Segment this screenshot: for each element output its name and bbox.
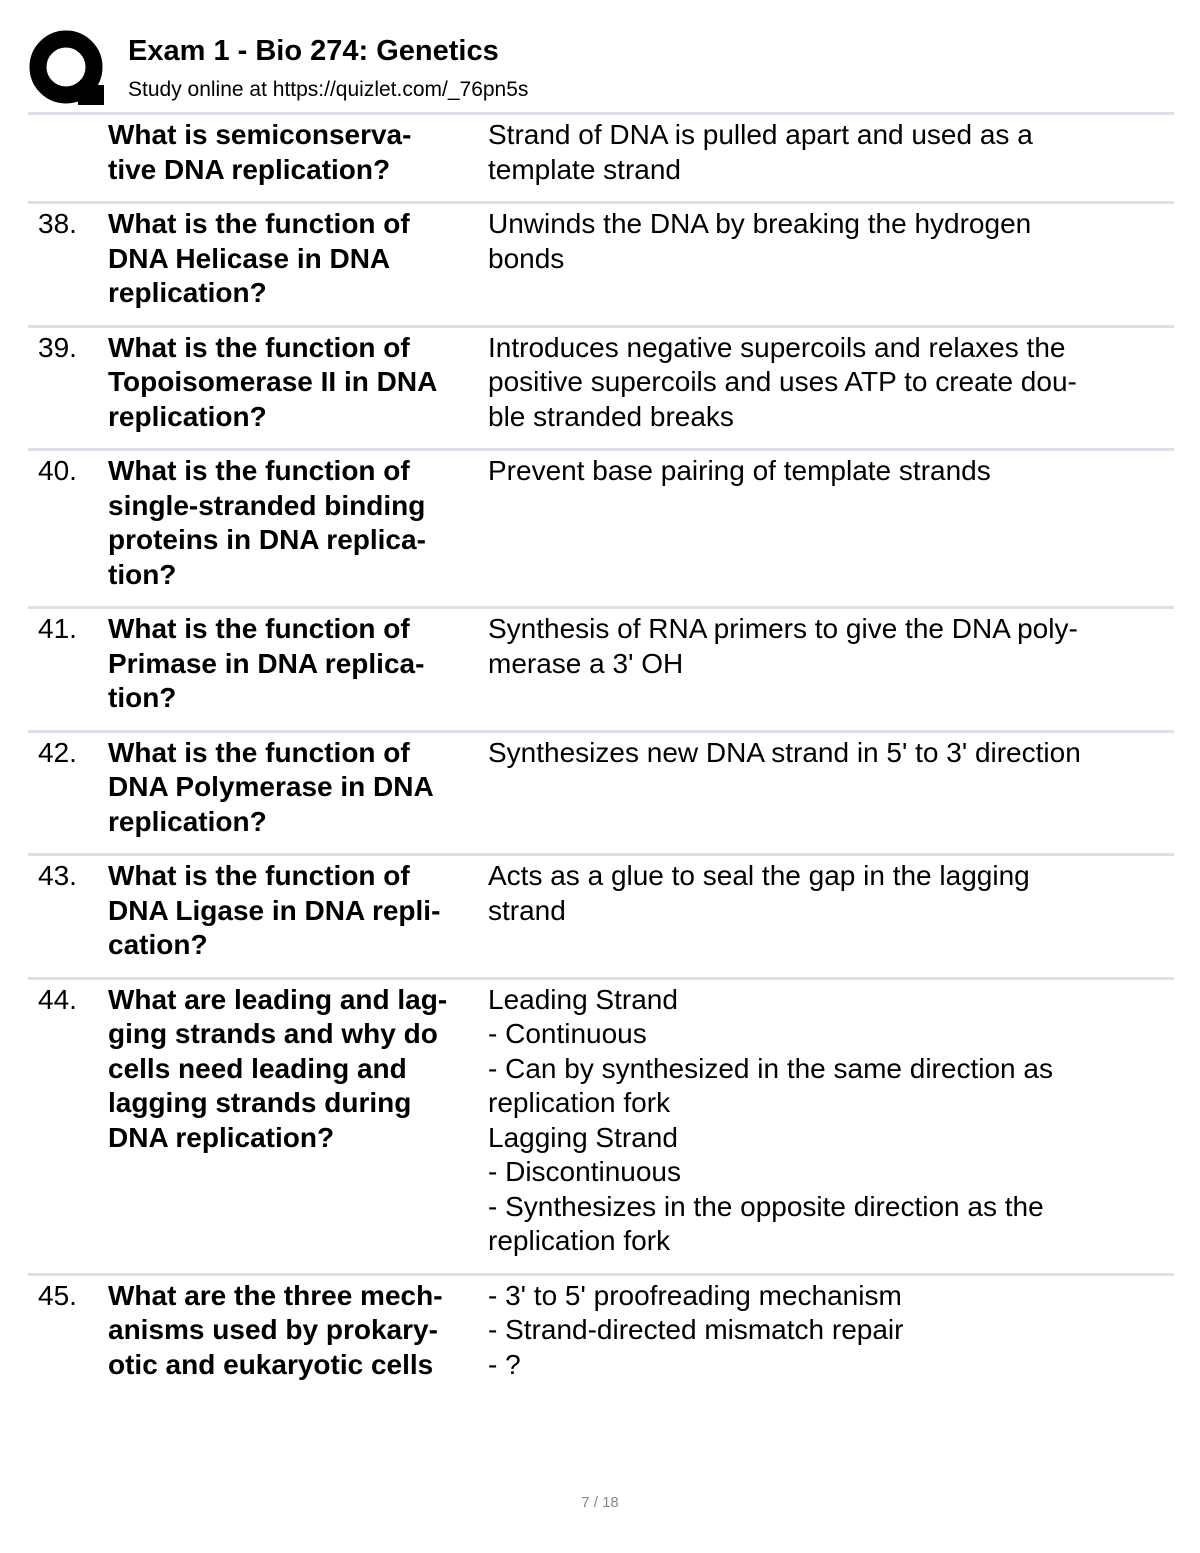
- definition-line: - Strand-directed mismatch repair: [488, 1314, 904, 1345]
- term-line: DNA Helicase in DNA: [108, 242, 391, 274]
- card-definition: [488, 736, 1174, 840]
- term-line: ging strands and why do: [108, 1018, 438, 1049]
- definition-line: Introduces negative supercoils and relaxes the: [488, 331, 1066, 363]
- card-number: [28, 118, 108, 187]
- term-line: replication?: [108, 805, 267, 837]
- term-line: tion?: [108, 558, 177, 590]
- card-definition: [488, 331, 1174, 435]
- card-definition: [488, 207, 1174, 311]
- term-line: DNA replication?: [108, 1121, 335, 1153]
- flashcard-row: [28, 325, 1174, 449]
- definition-line: - ?: [488, 1348, 521, 1380]
- definition-line: bonds: [488, 242, 565, 274]
- term-line: lagging strands during: [108, 1087, 412, 1118]
- card-number: 43.: [38, 860, 77, 891]
- card-number: 38.: [38, 208, 77, 239]
- card-definition: [488, 612, 1174, 716]
- term-line: cells need leading and: [108, 1052, 407, 1084]
- card-definition: [488, 983, 1174, 1259]
- flashcard-row: [28, 112, 1174, 201]
- definition-line: replication fork: [488, 1087, 671, 1118]
- flashcard-row: [28, 853, 1174, 977]
- term-line: tion?: [108, 682, 177, 713]
- definition-line: - Discontinuous: [488, 1156, 681, 1187]
- term-line: replication?: [108, 277, 267, 308]
- definition-line: - Continuous: [488, 1018, 647, 1049]
- term-line: proteins in DNA replica-: [108, 524, 426, 555]
- term-line: What are the three mech-: [108, 1279, 443, 1311]
- page-header: [28, 26, 1178, 110]
- flashcard-list: [28, 112, 1174, 1396]
- definition-line: positive supercoils and uses ATP to create dou-: [488, 366, 1077, 397]
- card-definition: [488, 454, 1174, 592]
- term-line: tive DNA replication?: [108, 153, 391, 185]
- term-line: replication?: [108, 400, 267, 432]
- term-line: anisms used by prokary-: [108, 1314, 438, 1345]
- flashcard-row: [28, 201, 1174, 325]
- card-definition: [488, 118, 1174, 187]
- definition-line: - Synthesizes in the opposite direction as the: [488, 1190, 1044, 1222]
- term-line: What is semiconserva-: [108, 119, 412, 150]
- definition-line: template strand: [488, 153, 681, 185]
- card-term: [108, 331, 488, 435]
- card-number: 41.: [38, 613, 77, 644]
- definition-line: ble stranded breaks: [488, 400, 734, 432]
- card-term: [108, 118, 488, 187]
- term-line: Primase in DNA replica-: [108, 647, 425, 679]
- definition-line: Lagging Strand: [488, 1121, 678, 1153]
- definition-line: merase a 3' OH: [488, 647, 684, 679]
- flashcard-row: [28, 977, 1174, 1273]
- definition-line: strand: [488, 894, 566, 926]
- definition-line: Unwinds the DNA by breaking the hydrogen: [488, 208, 1032, 239]
- card-term: [108, 983, 488, 1259]
- card-term: [108, 859, 488, 963]
- term-line: What is the function of: [108, 736, 410, 768]
- term-line: What is the function of: [108, 860, 410, 891]
- card-number: 45.: [38, 1279, 77, 1311]
- term-line: single-stranded binding: [108, 489, 426, 521]
- card-term: [108, 736, 488, 840]
- card-number: 44.: [38, 983, 77, 1015]
- term-line: What is the function of: [108, 331, 410, 363]
- definition-line: Strand of DNA is pulled apart and used as a: [488, 119, 1033, 150]
- definition-line: replication fork: [488, 1225, 671, 1256]
- card-number: 39.: [38, 331, 77, 363]
- flashcard-row: [28, 448, 1174, 606]
- term-line: What are leading and lag-: [108, 983, 448, 1015]
- term-line: cation?: [108, 929, 208, 960]
- page-title: Exam 1 - Bio 274: Genetics: [128, 35, 499, 67]
- term-line: DNA Ligase in DNA repli-: [108, 894, 441, 926]
- flashcard-row: [28, 1273, 1174, 1397]
- term-line: What is the function of: [108, 208, 410, 239]
- card-term: [108, 1279, 488, 1383]
- term-line: What is the function of: [108, 455, 410, 486]
- card-number: 42.: [38, 736, 77, 768]
- flashcard-row: [28, 730, 1174, 854]
- term-line: otic and eukaryotic cells: [108, 1348, 434, 1380]
- flashcard-row: [28, 606, 1174, 730]
- definition-line: Leading Strand: [488, 983, 678, 1015]
- card-definition: [488, 859, 1174, 963]
- term-line: What is the function of: [108, 613, 410, 644]
- card-term: [108, 454, 488, 592]
- study-link-text: Study online at https://quizlet.com/_76pn5s: [128, 78, 529, 101]
- card-number: 40.: [38, 455, 77, 486]
- definition-line: - Can by synthesized in the same direction as: [488, 1052, 1053, 1084]
- definition-line: Synthesis of RNA primers to give the DNA poly-: [488, 613, 1078, 644]
- definition-line: Acts as a glue to seal the gap in the lagging: [488, 860, 1030, 891]
- definition-line: Prevent base pairing of template strands: [488, 455, 991, 486]
- page-number: 7 / 18: [581, 1494, 619, 1511]
- card-definition: [488, 1279, 1174, 1383]
- card-term: [108, 612, 488, 716]
- definition-line: - 3' to 5' proofreading mechanism: [488, 1279, 902, 1311]
- term-line: DNA Polymerase in DNA: [108, 771, 434, 802]
- quizlet-q-logo-icon: [28, 29, 108, 109]
- card-term: [108, 207, 488, 311]
- term-line: Topoisomerase II in DNA: [108, 366, 438, 397]
- definition-line: Synthesizes new DNA strand in 5' to 3' direction: [488, 736, 1081, 768]
